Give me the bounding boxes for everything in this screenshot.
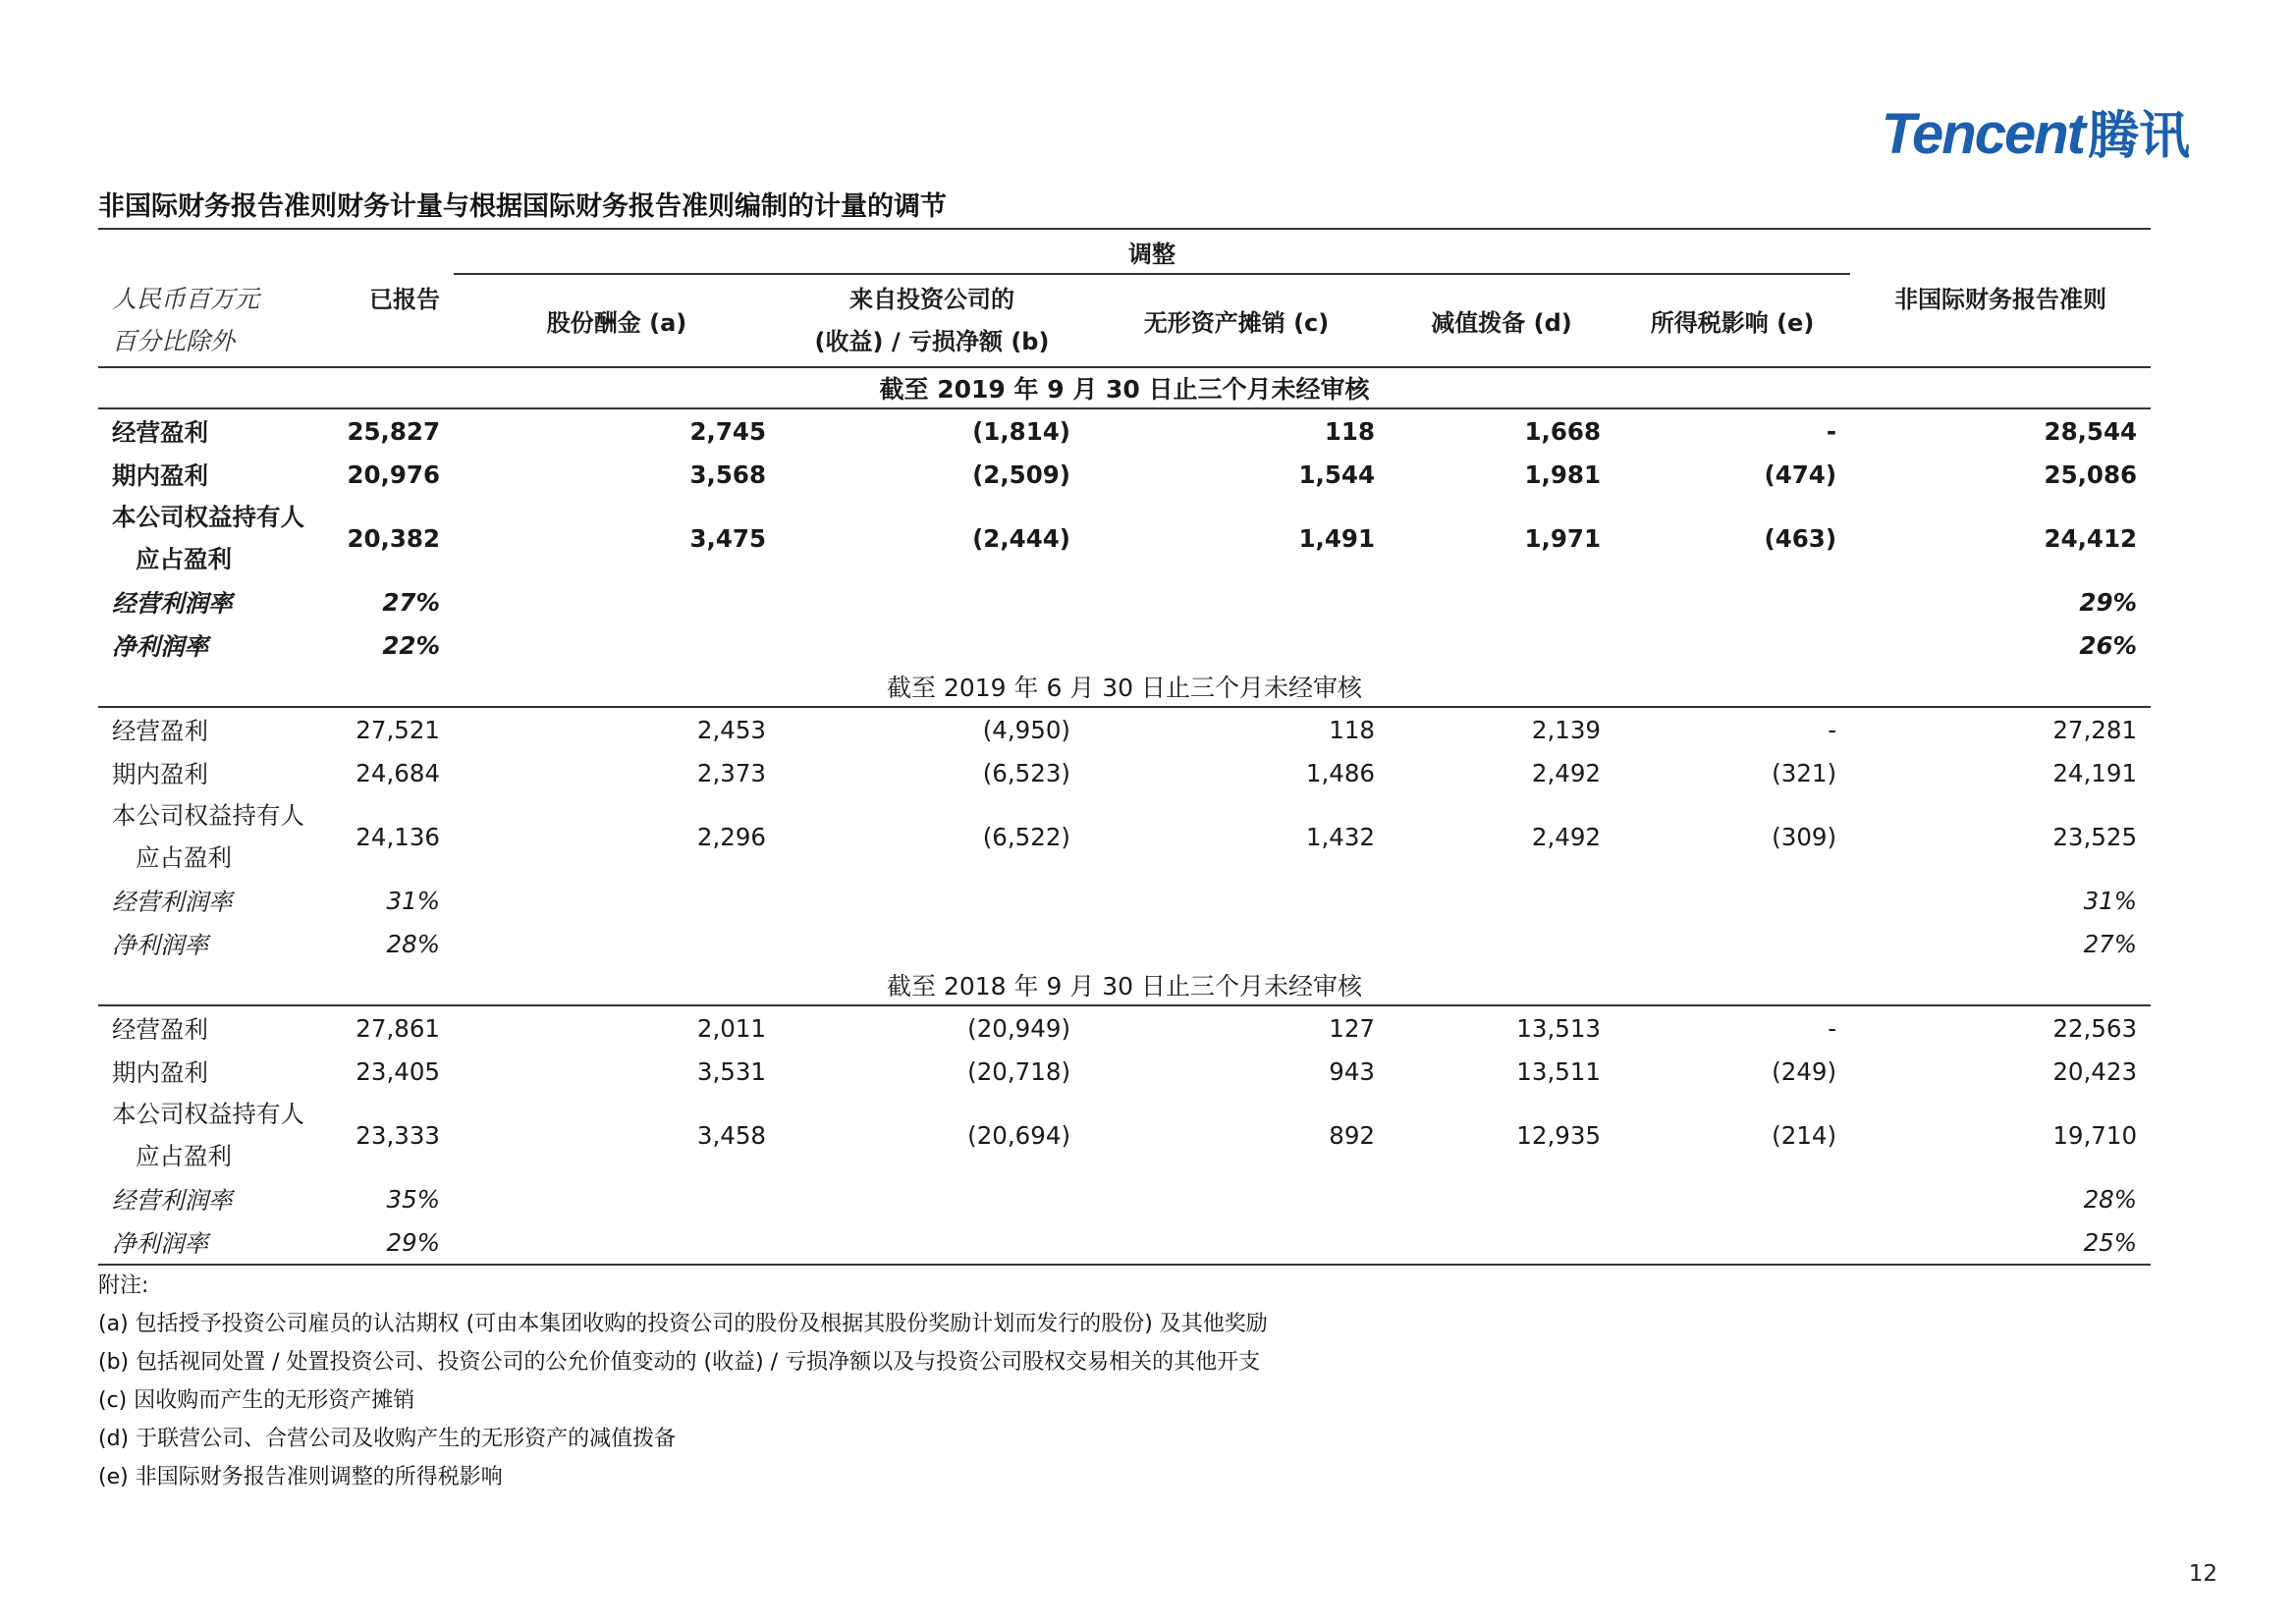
row-label (98, 496, 326, 580)
row-label: 经营利润率 (112, 588, 233, 618)
cell-b (780, 879, 1084, 922)
row-label: 净利润率 (112, 631, 208, 661)
table-row (98, 922, 2151, 965)
logo-cn: 腾讯 (2087, 108, 2190, 165)
cell-c: 127 (1329, 1013, 1375, 1043)
cell-a: 3,568 (689, 460, 766, 489)
unit-label (98, 274, 326, 367)
cell-reported: 28% (386, 929, 440, 958)
cell-non-ifrs: 25,086 (2044, 460, 2138, 489)
period-label: 截至 2018 年 9 月 30 日止三个月未经审核 (98, 965, 2151, 1005)
row-label-line2: 应占盈利 (136, 1142, 232, 1170)
row-label-line1: 本公司权益持有人 (112, 801, 304, 830)
cell-non-ifrs: 31% (2083, 886, 2138, 915)
row-label: 净利润率 (112, 930, 208, 959)
cell-c (1084, 922, 1389, 965)
cell-a (454, 580, 780, 623)
col-e-header: 所得税影响 (e) (1614, 274, 1850, 367)
row-label: 期内盈利 (112, 759, 208, 788)
adjustments-header: 调整 (454, 229, 1850, 274)
cell-non-ifrs: 23,525 (2052, 822, 2138, 851)
cell-a: 3,531 (696, 1056, 766, 1086)
cell-reported: 24,136 (355, 822, 440, 851)
col-d-header: 减值拨备 (d) (1389, 274, 1614, 367)
row-label: 经营利润率 (112, 1185, 233, 1215)
cell-c: 892 (1329, 1120, 1375, 1150)
col-b-line2: (收益) / 亏损净额 (b) (814, 327, 1050, 355)
cell-reported: 24,684 (355, 758, 440, 787)
cell-non-ifrs: 28% (2083, 1184, 2138, 1214)
cell-c: 1,544 (1298, 460, 1375, 489)
cell-reported: 22% (382, 630, 440, 660)
cell-d (1389, 879, 1614, 922)
cell-non-ifrs: 29% (2079, 587, 2138, 617)
cell-e (1614, 623, 1850, 667)
cell-reported: 20,976 (347, 460, 440, 489)
cell-a: 2,011 (696, 1013, 766, 1043)
header-row-adjustments (98, 229, 2151, 274)
cell-a (454, 1177, 780, 1220)
cell-e: (309) (1772, 822, 1837, 851)
cell-e (1614, 1177, 1850, 1220)
cell-c: 1,432 (1305, 822, 1375, 851)
cell-c (1084, 623, 1389, 667)
table-row (98, 496, 2151, 580)
cell-d: 1,981 (1524, 460, 1601, 489)
row-label-line1: 本公司权益持有人 (112, 503, 304, 531)
logo-en: Tencent (1881, 102, 2084, 166)
period-row (98, 965, 2151, 1005)
cell-b: (1,814) (972, 416, 1070, 446)
cell-c (1084, 1177, 1389, 1220)
reconciliation-table-wrap (98, 228, 2151, 1266)
cell-b: (2,444) (972, 523, 1070, 553)
cell-b: (20,718) (967, 1056, 1070, 1086)
unit-line2: 百分比除外 (112, 327, 236, 355)
row-label: 期内盈利 (112, 1057, 208, 1087)
col-b-header (780, 274, 1084, 367)
cell-d: 1,668 (1524, 416, 1601, 446)
row-label (98, 794, 326, 879)
notes (98, 1267, 1268, 1496)
cell-a: 2,296 (696, 822, 766, 851)
cell-reported: 23,333 (355, 1120, 440, 1150)
cell-non-ifrs: 27,281 (2052, 715, 2138, 744)
cell-d (1389, 623, 1614, 667)
note-b: (b) 包括视同处置 / 处置投资公司、投资公司的公允价值变动的 (收益) / 亏损净额以及与投资公司股权交易相关的其他开支 (98, 1350, 1261, 1375)
cell-a: 2,373 (696, 758, 766, 787)
cell-d: 12,935 (1516, 1120, 1601, 1150)
cell-reported: 20,382 (347, 523, 440, 553)
cell-e (1614, 922, 1850, 965)
note-a: (a) 包括授予投资公司雇员的认沽期权 (可由本集团收购的投资公司的股份及根据其股份奖励计划而发行的股份) 及其他奖励 (98, 1312, 1268, 1336)
table-row (98, 408, 2151, 453)
cell-d: 1,971 (1524, 523, 1601, 553)
cell-e (1614, 1220, 1850, 1265)
table-row (98, 1050, 2151, 1093)
cell-b: (6,522) (982, 822, 1070, 851)
tencent-logo (1882, 94, 2190, 168)
cell-b: (6,523) (982, 758, 1070, 787)
page-number: 12 (2188, 1561, 2217, 1587)
row-label-line2: 应占盈利 (136, 545, 232, 573)
page-title: 非国际财务报告准则财务计量与根据国际财务报告准则编制的计量的调节 (98, 191, 947, 222)
cell-d: 2,492 (1531, 758, 1601, 787)
table-row (98, 751, 2151, 794)
notes-heading: 附注: (98, 1273, 149, 1298)
cell-reported: 25,827 (347, 416, 440, 446)
row-label: 经营利润率 (112, 887, 233, 916)
table-row (98, 879, 2151, 922)
reconciliation-table (98, 228, 2151, 1266)
cell-reported: 27,521 (355, 715, 440, 744)
cell-b: (4,950) (982, 715, 1070, 744)
cell-e: - (1828, 1013, 1837, 1043)
cell-b: (20,694) (967, 1120, 1070, 1150)
cell-non-ifrs: 27% (2083, 929, 2138, 958)
cell-d: 2,492 (1531, 822, 1601, 851)
cell-a: 2,453 (696, 715, 766, 744)
row-label: 期内盈利 (112, 460, 208, 490)
cell-b (780, 580, 1084, 623)
row-label: 经营盈利 (112, 716, 208, 745)
cell-reported: 31% (386, 886, 440, 915)
table-row (98, 1005, 2151, 1050)
cell-b (780, 623, 1084, 667)
cell-b: (20,949) (967, 1013, 1070, 1043)
cell-a: 2,745 (689, 416, 766, 446)
period-label: 截至 2019 年 6 月 30 日止三个月未经审核 (98, 667, 2151, 707)
cell-c: 943 (1329, 1056, 1375, 1086)
table-row (98, 707, 2151, 751)
row-label-line2: 应占盈利 (136, 843, 232, 872)
cell-d (1389, 1220, 1614, 1265)
non-ifrs-header: 非国际财务报告准则 (1850, 274, 2151, 367)
cell-e: - (1828, 715, 1837, 744)
table-row (98, 1177, 2151, 1220)
cell-c (1084, 1220, 1389, 1265)
cell-a (454, 1220, 780, 1265)
cell-c (1084, 879, 1389, 922)
row-label-line1: 本公司权益持有人 (112, 1100, 304, 1128)
cell-non-ifrs: 25% (1850, 1220, 2151, 1265)
cell-a: 3,458 (696, 1120, 766, 1150)
cell-a (454, 922, 780, 965)
table-row (98, 1093, 2151, 1177)
col-c-header: 无形资产摊销 (c) (1084, 274, 1389, 367)
cell-non-ifrs: 24,191 (2052, 758, 2138, 787)
cell-e: (321) (1772, 758, 1837, 787)
cell-d: 13,513 (1516, 1013, 1601, 1043)
cell-e: (214) (1772, 1120, 1837, 1150)
cell-d (1389, 1177, 1614, 1220)
cell-c: 118 (1329, 715, 1375, 744)
header-row-columns (98, 274, 2151, 367)
cell-non-ifrs: 28,544 (2044, 416, 2138, 446)
cell-reported: 35% (386, 1184, 440, 1214)
table-row (98, 623, 2151, 667)
cell-non-ifrs: 22,563 (2052, 1013, 2138, 1043)
cell-d (1389, 580, 1614, 623)
cell-reported: 27% (382, 587, 440, 617)
cell-e: (463) (1764, 523, 1837, 553)
row-label (98, 1093, 326, 1177)
cell-c: 118 (1324, 416, 1375, 446)
cell-e: (474) (1764, 460, 1837, 489)
row-label: 经营盈利 (112, 417, 208, 447)
cell-e (1614, 879, 1850, 922)
row-label: 净利润率 (98, 1220, 326, 1265)
period-label: 截至 2019 年 9 月 30 日止三个月未经审核 (98, 367, 2151, 408)
cell-e (1614, 580, 1850, 623)
period-row (98, 367, 2151, 408)
table-row (98, 453, 2151, 496)
cell-e: (249) (1772, 1056, 1837, 1086)
reported-header: 已报告 (326, 274, 454, 367)
cell-a (454, 879, 780, 922)
cell-e: - (1826, 416, 1837, 446)
cell-d (1389, 922, 1614, 965)
cell-non-ifrs: 26% (2079, 630, 2138, 660)
cell-reported: 23,405 (355, 1056, 440, 1086)
cell-b: (2,509) (972, 460, 1070, 489)
cell-d: 13,511 (1516, 1056, 1601, 1086)
cell-a (454, 623, 780, 667)
note-d: (d) 于联营公司、合营公司及收购产生的无形资产的减值拨备 (98, 1427, 677, 1451)
note-e: (e) 非国际财务报告准则调整的所得税影响 (98, 1465, 503, 1489)
table-row (98, 1220, 2151, 1265)
cell-a: 3,475 (689, 523, 766, 553)
cell-b (780, 922, 1084, 965)
cell-d: 2,139 (1531, 715, 1601, 744)
table-body (98, 367, 2151, 1265)
col-b-line1: 来自投资公司的 (849, 285, 1014, 313)
period-row (98, 667, 2151, 707)
note-c: (c) 因收购而产生的无形资产摊销 (98, 1388, 415, 1413)
cell-b (780, 1177, 1084, 1220)
table-row (98, 580, 2151, 623)
cell-b (780, 1220, 1084, 1265)
unit-line1: 人民币百万元 (112, 285, 260, 313)
cell-c: 1,491 (1298, 523, 1375, 553)
cell-reported: 29% (326, 1220, 454, 1265)
cell-non-ifrs: 19,710 (2052, 1120, 2138, 1150)
row-label: 经营盈利 (112, 1014, 208, 1044)
cell-non-ifrs: 24,412 (2044, 523, 2138, 553)
cell-non-ifrs: 20,423 (2052, 1056, 2138, 1086)
table-row (98, 794, 2151, 879)
col-a-header: 股份酬金 (a) (454, 274, 780, 367)
cell-reported: 27,861 (355, 1013, 440, 1043)
cell-c: 1,486 (1305, 758, 1375, 787)
cell-c (1084, 580, 1389, 623)
